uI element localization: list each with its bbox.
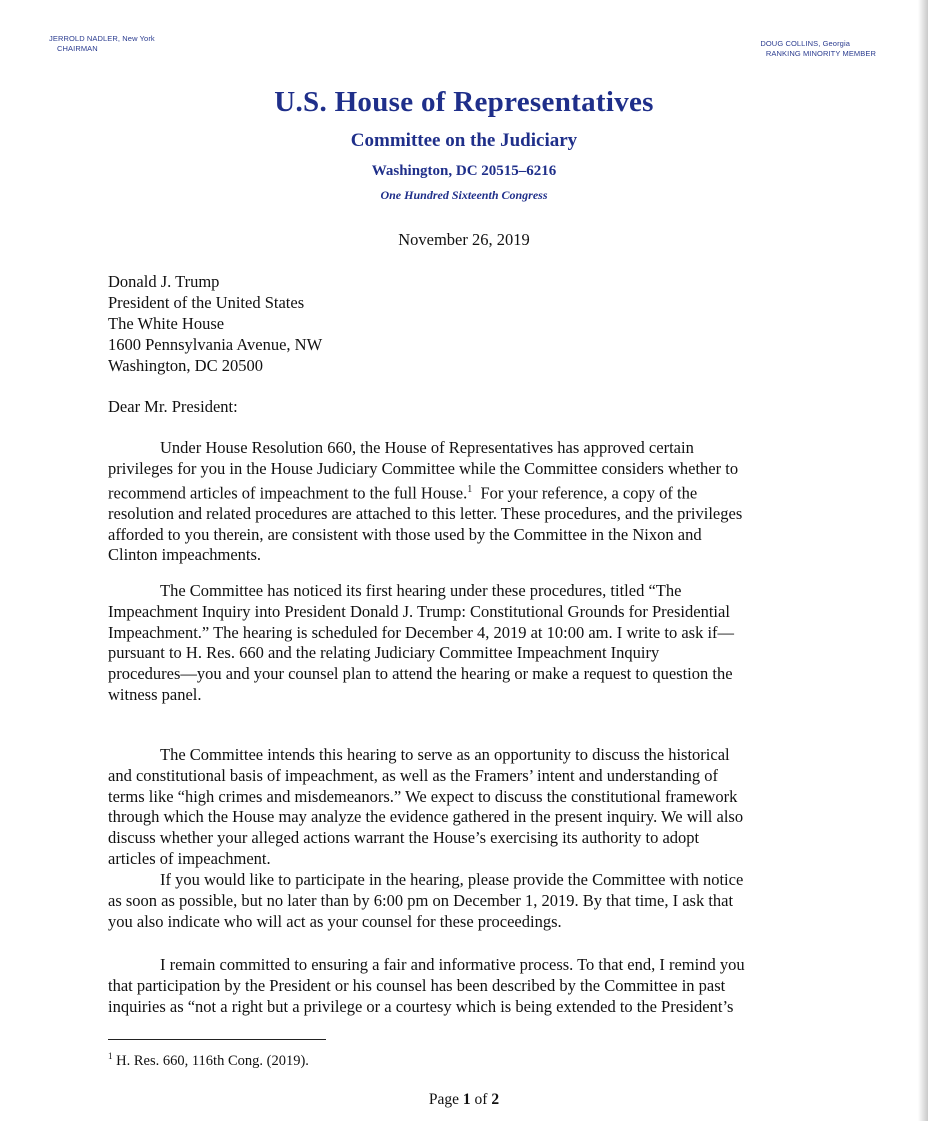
text-line: Under House Resolution 660, the House of Representatives has approved certain: [160, 438, 694, 457]
letterhead-address: Washington, DC 20515–6216: [371, 163, 557, 179]
text-segment: recommend articles of impeachment to the full House.: [108, 483, 468, 503]
address-line: 1600 Pennsylvania Avenue, NW: [108, 335, 323, 354]
salutation: Dear Mr. President:: [108, 397, 238, 416]
chairman-name: JERROLD NADLER, New York: [49, 34, 155, 43]
text-line: Impeachment Inquiry into President Donald J. Trump: Constitutional Grounds for Presidential: [108, 601, 730, 621]
text-line: Impeachment.” The hearing is scheduled for December 4, 2019 at 10:00 am. I write to ask if—: [108, 622, 735, 642]
ranking-member-header: [760, 39, 876, 59]
page-number: [0, 1091, 928, 1109]
recipient-address: [108, 271, 322, 376]
text-line: The Committee intends this hearing to serve as an opportunity to discuss the historical: [160, 745, 730, 764]
letterhead-committee: Committee on the Judiciary: [350, 130, 578, 151]
text-line: The Committee has noticed its first hearing under these procedures, titled “The: [160, 581, 682, 600]
address-line: President of the United States: [108, 293, 305, 312]
footnote-ref: 1: [467, 483, 473, 495]
paragraph-3: [108, 745, 818, 870]
text-line: terms like “high crimes and misdemeanors.” We expect to discuss the constitutional framework: [108, 786, 738, 806]
text-line: you also indicate who will act as your counsel for these proceedings.: [108, 911, 562, 931]
letterhead-house: U.S. House of Representatives: [274, 86, 654, 118]
text-line: pursuant to H. Res. 660 and the relating Judiciary Committee Impeachment Inquiry: [108, 643, 660, 663]
paragraph-1: [108, 438, 818, 566]
footnote-divider: [108, 1039, 326, 1040]
text-segment: For your reference, a copy of the: [472, 483, 698, 503]
text-line: procedures—you and your counsel plan to attend the hearing or make a request to question the: [108, 664, 733, 684]
text-line: articles of impeachment.: [108, 848, 271, 868]
paragraph-5: [108, 955, 818, 1017]
chairman-title: CHAIRMAN: [57, 44, 98, 53]
text-line: witness panel.: [108, 684, 202, 704]
page-total: 2: [491, 1091, 500, 1108]
text-line: and constitutional basis of impeachment, as well as the Framers’ intent and understanding of: [108, 765, 719, 785]
letter-date: November 26, 2019: [398, 230, 530, 249]
ranking-member-title: RANKING MINORITY MEMBER: [765, 49, 876, 58]
page-prefix: Page: [428, 1091, 463, 1108]
text-line: afforded to you therein, are consistent with those used by the Committee in the Nixon and: [108, 524, 702, 544]
address-line: The White House: [108, 314, 225, 333]
address-line: Washington, DC 20500: [108, 356, 263, 375]
text-line: inquiries as “not a right but a privilege or a courtesy which is being extended to the President’s: [108, 996, 734, 1016]
paragraph-4: [108, 870, 818, 932]
paragraph-2: [108, 581, 818, 706]
page-sep: of: [470, 1091, 492, 1108]
address-line: Donald J. Trump: [108, 272, 220, 291]
footnote-text: H. Res. 660, 116th Cong. (2019).: [112, 1052, 309, 1069]
chairman-header: [49, 34, 155, 54]
page-current: 1: [462, 1091, 471, 1108]
text-line: privileges for you in the House Judiciary Committee while the Committee considers whether to: [108, 458, 739, 478]
text-line: resolution and related procedures are attached to this letter. These procedures, and the privileges: [108, 503, 743, 523]
text-line: discuss whether your alleged actions warrant the House’s exercising its authority to adopt: [108, 828, 700, 848]
letterhead-congress: One Hundred Sixteenth Congress: [380, 188, 548, 202]
text-line: as soon as possible, but no later than by 6:00 pm on December 1, 2019. By that time, I ask that: [108, 890, 734, 910]
text-line: through which the House may analyze the evidence gathered in the present inquiry. We will also: [108, 807, 744, 827]
text-line: If you would like to participate in the hearing, please provide the Committee with notice: [160, 870, 744, 889]
footnote: [108, 1051, 309, 1070]
text-line: [108, 480, 818, 504]
text-line: Clinton impeachments.: [108, 545, 262, 565]
text-line: I remain committed to ensuring a fair and informative process. To that end, I remind you: [160, 955, 745, 974]
text-line: that participation by the President or his counsel has been described by the Committee in past: [108, 975, 726, 995]
footnote-marker: 1: [108, 1051, 113, 1061]
ranking-member-name: DOUG COLLINS, Georgia: [760, 39, 850, 48]
